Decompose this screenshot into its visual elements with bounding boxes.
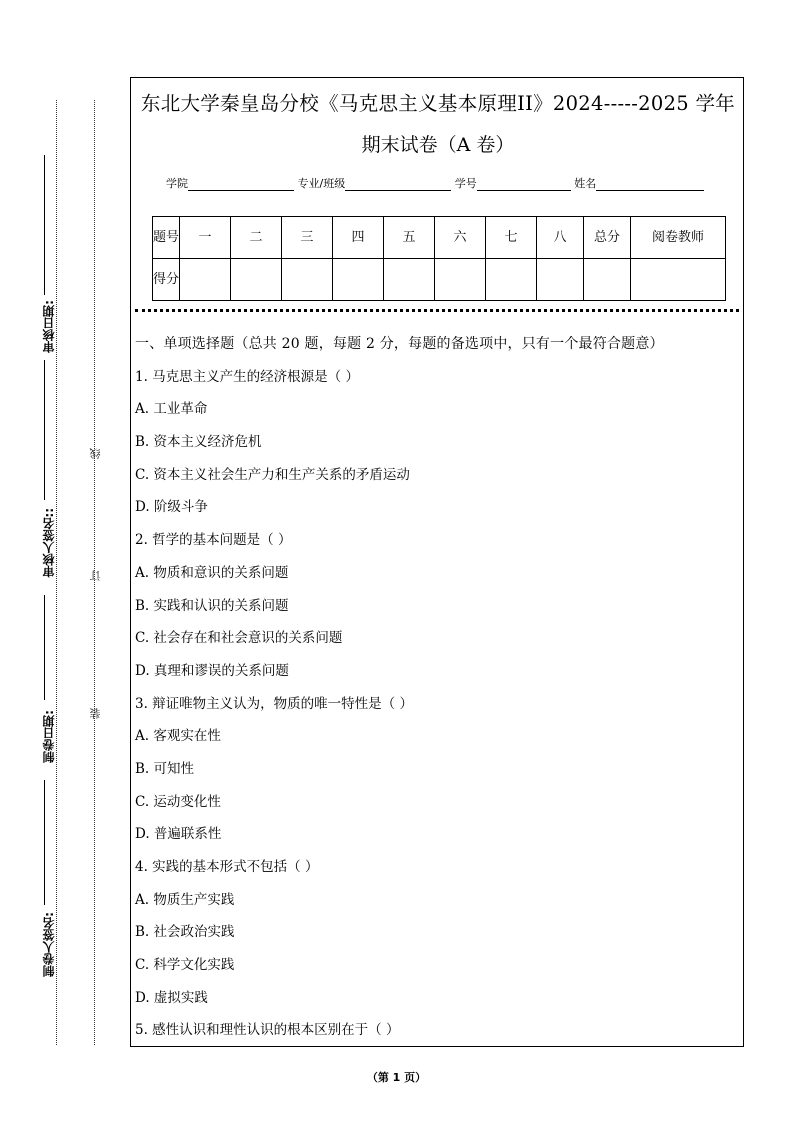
score-row-label: 得分	[153, 259, 180, 301]
option-line: B. 资本主义经济危机	[135, 434, 262, 451]
option-line: C. 运动变化性	[135, 793, 221, 810]
option-line: A. 工业革命	[135, 401, 208, 418]
option-line: C. 资本主义社会生产力和生产关系的矛盾运动	[135, 466, 410, 483]
page-footer: （第 1 页）	[366, 1071, 427, 1084]
question-line: 3. 辩证唯物主义认为，物质的唯一特性是（ ）	[135, 695, 413, 712]
reviewer-sign-label: 审核人签名::	[42, 508, 56, 578]
question-line: 5. 感性认识和理性认识的根本区别在于（ ）	[135, 1022, 400, 1039]
option-line: A. 客观实在性	[135, 728, 221, 745]
option-line: D. 普遍联系性	[135, 826, 222, 843]
section-title: 一、单项选择题（总共 20 题，每题 2 分，每题的备选项中，只有一个最符合题意）	[135, 336, 664, 352]
col-1: 一	[180, 217, 231, 259]
exam-frame	[130, 77, 744, 1047]
student-info-row	[166, 175, 704, 191]
option-line: A. 物质和意识的关系问题	[135, 564, 289, 581]
name-field[interactable]	[596, 178, 704, 191]
score-cell[interactable]	[282, 259, 333, 301]
cut-zhuang-char: 装	[89, 708, 102, 719]
col-6: 六	[435, 217, 486, 259]
header-first-cell: 题号	[153, 217, 180, 259]
col-8: 八	[537, 217, 584, 259]
questions-list	[135, 328, 741, 1047]
score-table-header-row	[153, 217, 726, 259]
option-line: C. 科学文化实践	[135, 957, 235, 974]
col-5: 五	[384, 217, 435, 259]
score-cell[interactable]	[333, 259, 384, 301]
option-line: A. 物质生产实践	[135, 891, 235, 908]
option-line: D. 虚拟实践	[135, 989, 208, 1006]
student-id-label: 学号	[454, 177, 477, 190]
question-line: 1. 马克思主义产生的经济根源是（ ）	[135, 368, 359, 385]
review-date-label: 审核日期:	[42, 300, 56, 353]
col-7: 七	[486, 217, 537, 259]
cut-ding-char: 订	[89, 570, 102, 581]
review-date-underline	[44, 155, 45, 295]
score-table	[152, 216, 726, 301]
score-table-score-row	[153, 259, 726, 301]
student-id-field[interactable]	[477, 178, 571, 191]
col-total: 总分	[584, 217, 631, 259]
option-line: B. 可知性	[135, 760, 195, 777]
score-cell[interactable]	[231, 259, 282, 301]
maker-sign-underline	[44, 780, 45, 905]
option-line: B. 实践和认识的关系问题	[135, 597, 289, 614]
exam-title: 东北大学秦皇岛分校《马克思主义基本原理II》2024-----2025 学年	[140, 92, 736, 115]
reviewer-sign-underline	[44, 360, 45, 500]
college-field[interactable]	[188, 178, 294, 191]
cut-line-char: 线	[89, 448, 102, 459]
exam-subtitle: 期末试卷（A 卷）	[361, 134, 515, 156]
col-3: 三	[282, 217, 333, 259]
option-line: D. 真理和谬误的关系问题	[135, 662, 289, 679]
score-cell[interactable]	[435, 259, 486, 301]
name-label: 姓名	[574, 177, 597, 190]
make-date-underline	[44, 595, 45, 700]
col-2: 二	[231, 217, 282, 259]
question-line: 2. 哲学的基本问题是（ ）	[135, 532, 292, 549]
option-line: B. 社会政治实践	[135, 924, 235, 941]
college-label: 学院	[166, 177, 188, 190]
score-cell[interactable]	[486, 259, 537, 301]
col-grader: 阅卷教师	[631, 217, 726, 259]
question-line: 4. 实践的基本形式不包括（ ）	[135, 859, 319, 875]
score-cell[interactable]	[537, 259, 584, 301]
major-label: 专业/班级	[297, 177, 346, 190]
option-line: C. 社会存在和社会意识的关系问题	[135, 630, 343, 647]
option-line: D. 阶级斗争	[135, 499, 208, 516]
dotted-separator	[135, 309, 739, 312]
score-cell[interactable]	[180, 259, 231, 301]
score-cell[interactable]	[384, 259, 435, 301]
major-field[interactable]	[345, 178, 451, 191]
score-cell[interactable]	[584, 259, 631, 301]
col-4: 四	[333, 217, 384, 259]
make-date-label: 制卷日期:	[42, 710, 56, 763]
score-cell[interactable]	[631, 259, 726, 301]
maker-sign-label: 制卷人签名:	[42, 912, 56, 977]
